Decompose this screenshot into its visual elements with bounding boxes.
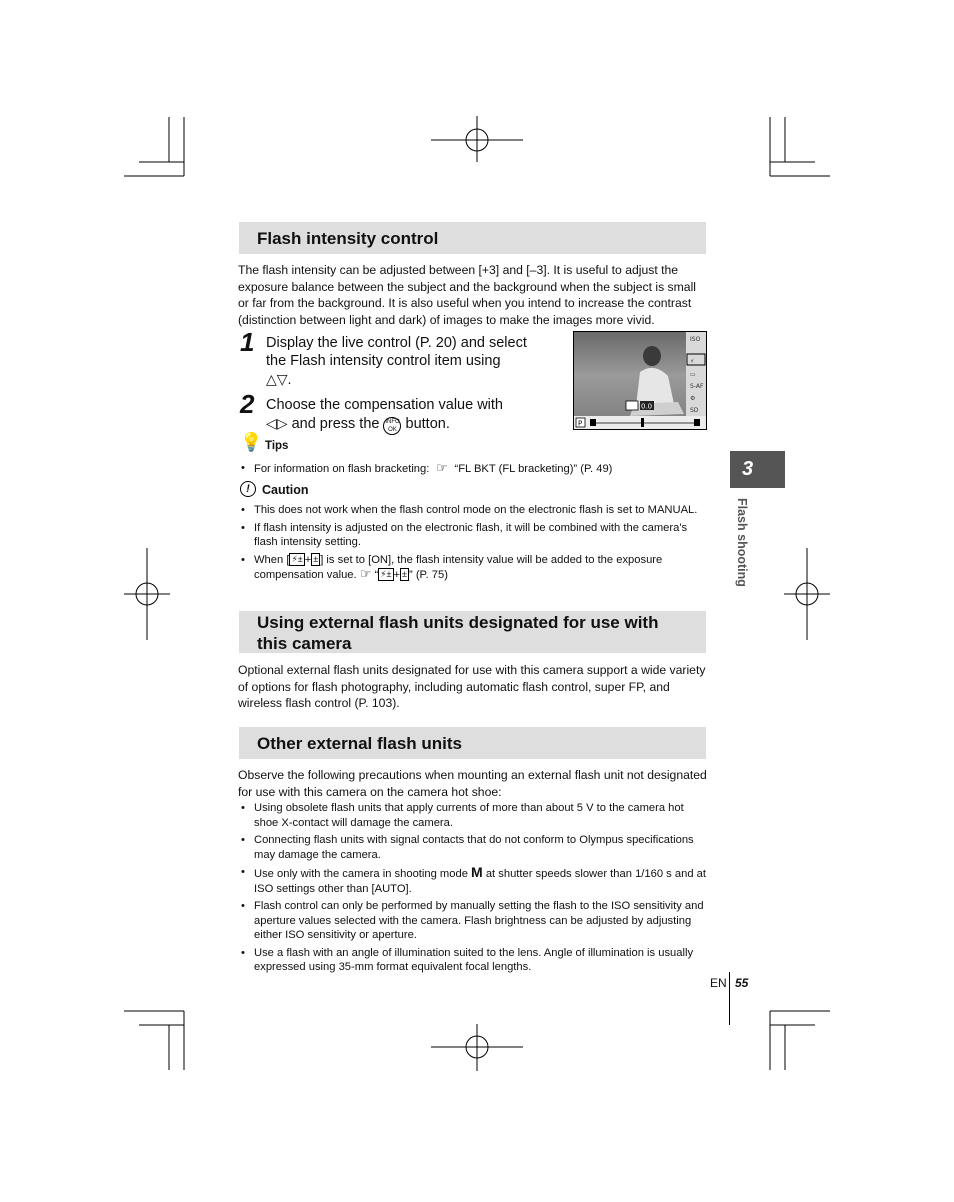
tips-list [240, 461, 708, 480]
list-item: • Flash control can only be performed by manually setting the flash to the ISO sensitivity and aperture values selected with the camera. Flash brightness can be adjusted by adjusting either ISO sensitivity or aperture. [240, 899, 708, 943]
chapter-side-label: Flash shooting [735, 498, 749, 587]
flash-compensation-value: 0.0 [641, 402, 653, 411]
footer-language: EN [710, 976, 727, 990]
step-1-text [266, 334, 551, 389]
step-1-text-main: Display the live control (P. 20) and select the Flash intensity control item using [266, 335, 527, 369]
tips-label: Tips [265, 440, 289, 452]
section-heading-band [239, 727, 706, 759]
chapter-tab: 3 [730, 451, 785, 488]
step-1-text-end: . [287, 372, 292, 388]
svg-text:⚙: ⚙ [690, 395, 696, 402]
flash-compensation-icon: ⚡± [380, 569, 392, 579]
svg-text:S-AF: S-AF [690, 383, 704, 390]
section-title-flash-intensity: Flash intensity control [257, 229, 439, 248]
list-item: • This does not work when the flash control mode on the electronic flash is set to MANUAL. [240, 503, 708, 518]
step-number: 2 [240, 389, 255, 419]
page-number: 55 [735, 976, 749, 990]
photo-woman-on-grass [574, 332, 706, 429]
svg-text:⚡: ⚡ [690, 358, 695, 365]
tips-lightbulb-icon: 💡 [240, 432, 263, 452]
ok-button-icon: INFO OK [385, 419, 400, 433]
list-item: • When [ ⚡± + ± ] is set to [ON], the flash intensity value will be added to the exposure compensation value. ☞ “ ⚡± + ± ” (P. 75) [240, 553, 708, 583]
caution-label: Caution [262, 483, 309, 497]
reference-pointing-hand-icon: ☞ [432, 460, 452, 475]
precautions-list [240, 801, 708, 978]
step-2-text-end: button. [405, 416, 450, 432]
list-item: • Using obsolete flash units that apply currents of more than about 5 V to the camera hot shoe X-contact will damage the camera. [240, 801, 708, 830]
other-external-intro: Observe the following precautions when mounting an external flash unit not designated for use with this camera on the camera hot shoe: [238, 768, 707, 799]
flash-compensation-icon: ⚡± [291, 553, 303, 564]
svg-text:▭: ▭ [690, 371, 696, 378]
step-number: 1 [240, 327, 255, 357]
shooting-mode-m-icon: M [471, 864, 483, 880]
list-item: • Use a flash with an angle of illumination suited to the lens. Angle of illumination is usually expressed using 35-mm format equivalent focal lengths. [240, 946, 708, 975]
shooting-mode-indicator: P [578, 419, 583, 428]
live-control-screen-illustration [573, 331, 707, 430]
exposure-compensation-icon: ± [313, 553, 319, 564]
svg-text:ISO: ISO [690, 336, 701, 343]
external-designated-body: Optional external flash units designated for use with this camera support a wide variety of options for flash photography, including automatic flash control, super FP, and wireless flash control (P. 103). [238, 663, 706, 710]
list-item: • For information on flash bracketing: ☞ “FL BKT (FL bracketing)” (P. 49) [240, 461, 708, 477]
section-title-external-designated: Using external flash units designated for use with this camera [257, 613, 659, 653]
list-item: • Connecting flash units with signal contacts that do not conform to Olympus specifications may damage the camera. [240, 833, 708, 862]
section-title-other-external: Other external flash units [257, 734, 462, 753]
reference-pointing-hand-icon: ☞ [359, 566, 372, 581]
caution-list [240, 503, 708, 586]
list-item: • Use only with the camera in shooting mode M at shutter speeds slower than 1/160 s and at ISO settings other than [AUTO]. [240, 865, 708, 896]
section-heading-band [239, 222, 706, 254]
exposure-compensation-icon: ± [402, 569, 407, 579]
left-right-arrow-icon: ◁▷ [266, 415, 288, 431]
footer-divider [729, 972, 730, 1025]
step-2-text-main: Choose the compensation value with [266, 397, 503, 413]
caution-exclamation-icon: ! [240, 481, 256, 497]
up-down-arrow-icon: △▽ [266, 371, 288, 387]
list-item: • If flash intensity is adjusted on the electronic flash, it will be combined with the camera's flash intensity setting. [240, 521, 708, 550]
section-heading-band [239, 611, 706, 653]
flash-intensity-intro: The flash intensity can be adjusted between [+3] and [–3]. It is useful to adjust the exposure balance between the subject and the background when the subject is small or far from the background. It is also useful when you intend to increase the contrast (distinction between light and dark) of images to make the images more vivid. [238, 263, 697, 327]
svg-text:SD: SD [690, 407, 699, 414]
step-2-text-mid: and press the [291, 416, 380, 432]
step-2-text [266, 396, 556, 435]
